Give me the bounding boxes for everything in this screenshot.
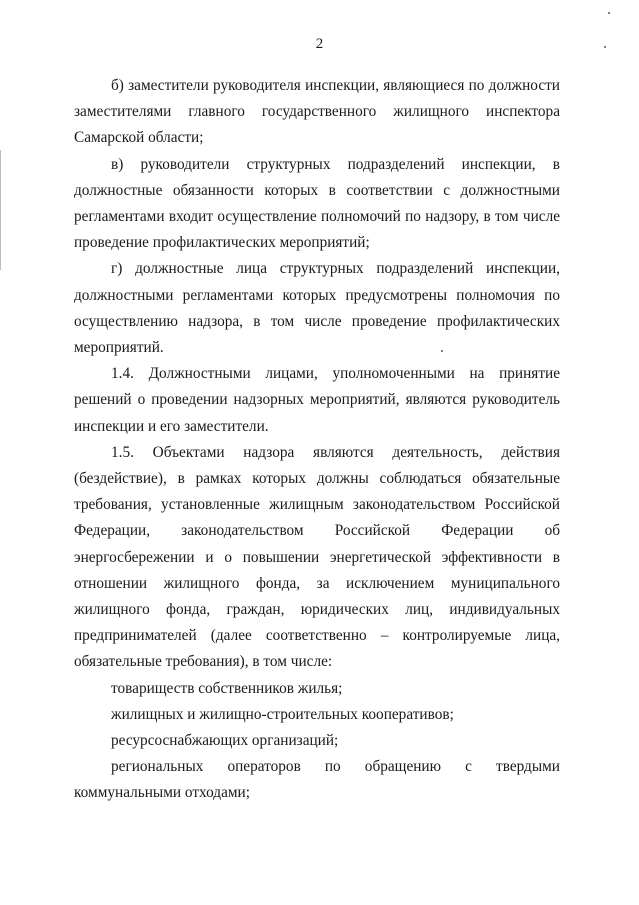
- page-number: 2: [315, 36, 324, 52]
- paragraph-g-officials: г) должностные лица структурных подразделений инспекции, должностными регламентами которых предусмотрены полномочия по осуществлению надзора, в том числе проведение профилактических мероприятий.: [74, 260, 560, 357]
- document-body: [74, 73, 560, 807]
- list-item-hoa: товариществ собственников жилья;: [111, 679, 343, 697]
- scan-edge-line: [0, 150, 1, 270]
- paragraph-1-5-supervision-objects: 1.5. Объектами надзора являются деятельность, действия (бездействие), в рамках которых должны соблюдаться обязательные требования, установленные жилищным законодательством Российской Федерации, законодательством Российской Федерации об энергосбережении и о повышении энергетической эффективности в отношении жилищного фонда, за исключением муниципального жилищного фонда, граждан, юридических лиц, индивидуальных предпринимателей (далее соответственно – контролируемые лица, обязательные требования), в том числе:: [74, 443, 560, 671]
- list-item-resource-suppliers: ресурсоснабжающих организаций;: [111, 732, 339, 750]
- paragraph-b-deputies: б) заместители руководителя инспекции, являющиеся по должности заместителями главного государственного жилищного инспектора Самарской области;: [74, 77, 560, 147]
- paragraph-v-unit-heads: в) руководители структурных подразделений инспекции, в должностные обязанности которых в соответствии с должностными регламентами входит осуществление полномочий по надзору, в том числе проведение профилактических мероприятий;: [74, 155, 560, 252]
- list-item-cooperatives: жилищных и жилищно-строительных кооперативов;: [111, 705, 454, 723]
- scan-speck: [608, 12, 610, 14]
- scan-speck: [441, 350, 443, 352]
- scan-speck: [604, 46, 606, 48]
- paragraph-1-4-decision-makers: 1.4. Должностными лицами, уполномоченными на принятие решений о проведении надзорных мероприятий, являются руководитель инспекции и его заместители.: [74, 365, 560, 435]
- list-item-waste-operators: региональных операторов по обращению с твердыми коммунальными отходами;: [74, 758, 560, 802]
